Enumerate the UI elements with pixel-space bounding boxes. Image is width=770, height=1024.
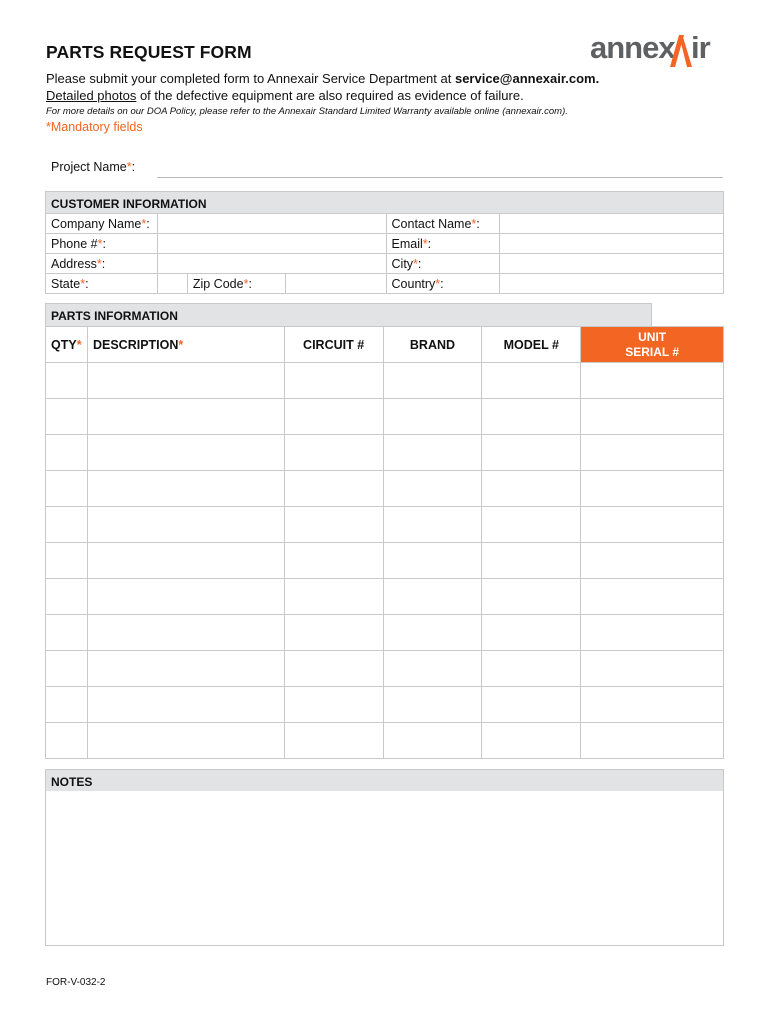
- table-cell: [284, 399, 383, 435]
- logo-word-left: annex: [590, 30, 675, 65]
- unit-serial-field[interactable]: [581, 508, 723, 542]
- qty-field[interactable]: [46, 688, 87, 722]
- circuit-field[interactable]: [285, 724, 383, 758]
- table-cell: [46, 579, 88, 615]
- table-cell: [383, 687, 482, 723]
- table-cell: [581, 651, 724, 687]
- table-cell: [87, 651, 284, 687]
- project-name-underline: [157, 177, 723, 178]
- table-row: [46, 723, 724, 759]
- country-label: Country*:: [386, 274, 500, 294]
- table-cell: [383, 363, 482, 399]
- table-cell: [383, 543, 482, 579]
- brand-field[interactable]: [384, 364, 482, 398]
- table-cell: [87, 507, 284, 543]
- phone-field[interactable]: [158, 235, 386, 253]
- table-cell: [284, 723, 383, 759]
- table-cell: [482, 507, 581, 543]
- unit-serial-field[interactable]: [581, 400, 723, 434]
- brand-field[interactable]: [384, 688, 482, 722]
- table-cell: [581, 687, 724, 723]
- unit-serial-field[interactable]: [581, 580, 723, 614]
- project-name-field[interactable]: [157, 158, 723, 176]
- unit-serial-field[interactable]: [581, 616, 723, 650]
- table-cell: [46, 543, 88, 579]
- qty-field[interactable]: [46, 580, 87, 614]
- description-field[interactable]: [88, 580, 284, 614]
- table-cell: [482, 615, 581, 651]
- description-field[interactable]: [88, 724, 284, 758]
- unit-serial-field[interactable]: [581, 436, 723, 470]
- customer-row: [46, 214, 724, 234]
- table-cell: [46, 471, 88, 507]
- customer-row: [46, 234, 724, 254]
- state-field[interactable]: [158, 275, 187, 293]
- qty-field[interactable]: [46, 364, 87, 398]
- customer-info-heading: CUSTOMER INFORMATION: [45, 191, 724, 214]
- logo-word-right: ir: [691, 30, 710, 65]
- brand-field[interactable]: [384, 400, 482, 434]
- brand-field[interactable]: [384, 580, 482, 614]
- customer-row: [46, 274, 724, 294]
- contact-name-field[interactable]: [500, 215, 723, 233]
- table-cell: [482, 687, 581, 723]
- logo-a-mark-icon: [666, 34, 692, 68]
- model-column-header: MODEL #: [482, 327, 581, 363]
- circuit-field[interactable]: [285, 436, 383, 470]
- circuit-field[interactable]: [285, 652, 383, 686]
- circuit-field[interactable]: [285, 580, 383, 614]
- table-cell: [581, 363, 724, 399]
- parts-table: [45, 326, 724, 759]
- circuit-field[interactable]: [285, 616, 383, 650]
- model-field[interactable]: [482, 544, 580, 578]
- table-row: [46, 687, 724, 723]
- brand-field[interactable]: [384, 652, 482, 686]
- table-row: [46, 399, 724, 435]
- parts-info-heading: PARTS INFORMATION: [45, 303, 652, 327]
- circuit-field[interactable]: [285, 688, 383, 722]
- table-cell: [383, 579, 482, 615]
- doa-policy-note: For more details on our DOA Policy, please refer to the Annexair Standard Limited Warranty available online (annexair.com).: [46, 106, 568, 117]
- model-field[interactable]: [482, 472, 580, 506]
- model-field[interactable]: [482, 616, 580, 650]
- model-field[interactable]: [482, 508, 580, 542]
- table-row: [46, 651, 724, 687]
- table-cell: [383, 651, 482, 687]
- description-field[interactable]: [88, 508, 284, 542]
- table-cell: [284, 615, 383, 651]
- unit-serial-field[interactable]: [581, 364, 723, 398]
- model-field[interactable]: [482, 724, 580, 758]
- brand-field[interactable]: [384, 544, 482, 578]
- description-field[interactable]: [88, 364, 284, 398]
- description-field[interactable]: [88, 472, 284, 506]
- table-cell: [581, 615, 724, 651]
- service-email: service@annexair.com.: [454, 71, 600, 86]
- unit-serial-field[interactable]: [581, 652, 723, 686]
- table-cell: [581, 579, 724, 615]
- table-cell: [383, 435, 482, 471]
- description-field[interactable]: [88, 616, 284, 650]
- table-cell: [284, 507, 383, 543]
- table-row: [46, 435, 724, 471]
- table-cell: [581, 723, 724, 759]
- intro-line-2: Detailed photos of the defective equipment are also required as evidence of failure.: [46, 88, 524, 103]
- address-field[interactable]: [158, 255, 386, 273]
- model-field[interactable]: [482, 400, 580, 434]
- company-name-field[interactable]: [158, 215, 386, 233]
- table-cell: [87, 471, 284, 507]
- unit-serial-column-header: UNIT SERIAL #: [581, 327, 724, 363]
- table-row: [46, 471, 724, 507]
- unit-serial-field[interactable]: [581, 472, 723, 506]
- model-field[interactable]: [482, 580, 580, 614]
- parts-table-body: [46, 363, 724, 759]
- table-cell: [482, 579, 581, 615]
- table-cell: [46, 723, 88, 759]
- address-label: Address*:: [46, 254, 158, 274]
- description-field[interactable]: [88, 688, 284, 722]
- table-row: [46, 615, 724, 651]
- table-cell: [482, 399, 581, 435]
- intro-line-1: Please submit your completed form to Annexair Service Department at service@annexair.com.: [46, 71, 600, 86]
- unit-serial-field[interactable]: [581, 688, 723, 722]
- table-cell: [383, 615, 482, 651]
- table-cell: [87, 543, 284, 579]
- circuit-field[interactable]: [285, 508, 383, 542]
- brand-field[interactable]: [384, 724, 482, 758]
- unit-serial-field[interactable]: [581, 724, 723, 758]
- model-field[interactable]: [482, 688, 580, 722]
- table-cell: [46, 651, 88, 687]
- table-cell: [46, 435, 88, 471]
- table-cell: [87, 723, 284, 759]
- description-field[interactable]: [88, 544, 284, 578]
- qty-field[interactable]: [46, 652, 87, 686]
- form-code: FOR-V-032-2: [46, 977, 106, 988]
- annexair-logo: [590, 28, 728, 72]
- description-column-header: DESCRIPTION*: [87, 327, 284, 363]
- brand-field[interactable]: [384, 472, 482, 506]
- table-cell: [284, 687, 383, 723]
- table-cell: [46, 399, 88, 435]
- company-name-label: Company Name*:: [46, 214, 158, 234]
- table-cell: [581, 471, 724, 507]
- brand-field[interactable]: [384, 616, 482, 650]
- table-cell: [87, 399, 284, 435]
- city-label: City*:: [386, 254, 500, 274]
- table-cell: [284, 543, 383, 579]
- table-cell: [581, 543, 724, 579]
- qty-field[interactable]: [46, 616, 87, 650]
- table-cell: [581, 435, 724, 471]
- country-field[interactable]: [500, 275, 723, 293]
- description-field[interactable]: [88, 436, 284, 470]
- zip-code-label: Zip Code*:: [187, 274, 285, 294]
- qty-field[interactable]: [46, 472, 87, 506]
- qty-field[interactable]: [46, 508, 87, 542]
- table-cell: [482, 723, 581, 759]
- table-cell: [284, 435, 383, 471]
- table-cell: [46, 615, 88, 651]
- customer-info-table: [45, 213, 724, 294]
- description-field[interactable]: [88, 652, 284, 686]
- notes-heading: NOTES: [45, 769, 724, 792]
- table-cell: [284, 471, 383, 507]
- qty-field[interactable]: [46, 400, 87, 434]
- circuit-field[interactable]: [285, 544, 383, 578]
- unit-serial-field[interactable]: [581, 544, 723, 578]
- table-cell: [482, 363, 581, 399]
- detailed-photos-text: Detailed photos: [46, 88, 137, 103]
- mandatory-fields-note: *Mandatory fields: [46, 120, 143, 134]
- table-cell: [383, 399, 482, 435]
- table-cell: [482, 543, 581, 579]
- state-label: State*:: [46, 274, 158, 294]
- contact-name-label: Contact Name*:: [386, 214, 500, 234]
- model-field[interactable]: [482, 364, 580, 398]
- table-cell: [482, 651, 581, 687]
- circuit-field[interactable]: [285, 400, 383, 434]
- qty-field[interactable]: [46, 724, 87, 758]
- model-field[interactable]: [482, 652, 580, 686]
- project-name-label: Project Name*:: [51, 160, 136, 174]
- customer-row: [46, 254, 724, 274]
- qty-field[interactable]: [46, 436, 87, 470]
- table-cell: [581, 507, 724, 543]
- table-cell: [46, 687, 88, 723]
- table-cell: [87, 687, 284, 723]
- table-cell: [46, 507, 88, 543]
- brand-field[interactable]: [384, 508, 482, 542]
- table-cell: [284, 651, 383, 687]
- brand-field[interactable]: [384, 436, 482, 470]
- table-row: [46, 363, 724, 399]
- table-row: [46, 507, 724, 543]
- table-cell: [482, 435, 581, 471]
- notes-field[interactable]: [45, 791, 724, 946]
- email-label: Email*:: [386, 234, 500, 254]
- model-field[interactable]: [482, 436, 580, 470]
- table-row: [46, 543, 724, 579]
- table-cell: [383, 507, 482, 543]
- table-cell: [87, 435, 284, 471]
- brand-column-header: BRAND: [383, 327, 482, 363]
- circuit-column-header: CIRCUIT #: [284, 327, 383, 363]
- page-title: PARTS REQUEST FORM: [46, 42, 252, 62]
- description-field[interactable]: [88, 400, 284, 434]
- circuit-field[interactable]: [285, 364, 383, 398]
- email-field[interactable]: [500, 235, 723, 253]
- table-cell: [482, 471, 581, 507]
- parts-header-row: [46, 327, 724, 363]
- table-cell: [87, 363, 284, 399]
- city-field[interactable]: [500, 255, 723, 273]
- phone-label: Phone #*:: [46, 234, 158, 254]
- table-cell: [46, 363, 88, 399]
- zip-code-field[interactable]: [286, 275, 386, 293]
- qty-field[interactable]: [46, 544, 87, 578]
- table-cell: [284, 579, 383, 615]
- table-cell: [87, 579, 284, 615]
- table-row: [46, 579, 724, 615]
- table-cell: [383, 723, 482, 759]
- table-cell: [87, 615, 284, 651]
- qty-column-header: QTY*: [46, 327, 88, 363]
- table-cell: [284, 363, 383, 399]
- table-cell: [383, 471, 482, 507]
- circuit-field[interactable]: [285, 472, 383, 506]
- table-cell: [581, 399, 724, 435]
